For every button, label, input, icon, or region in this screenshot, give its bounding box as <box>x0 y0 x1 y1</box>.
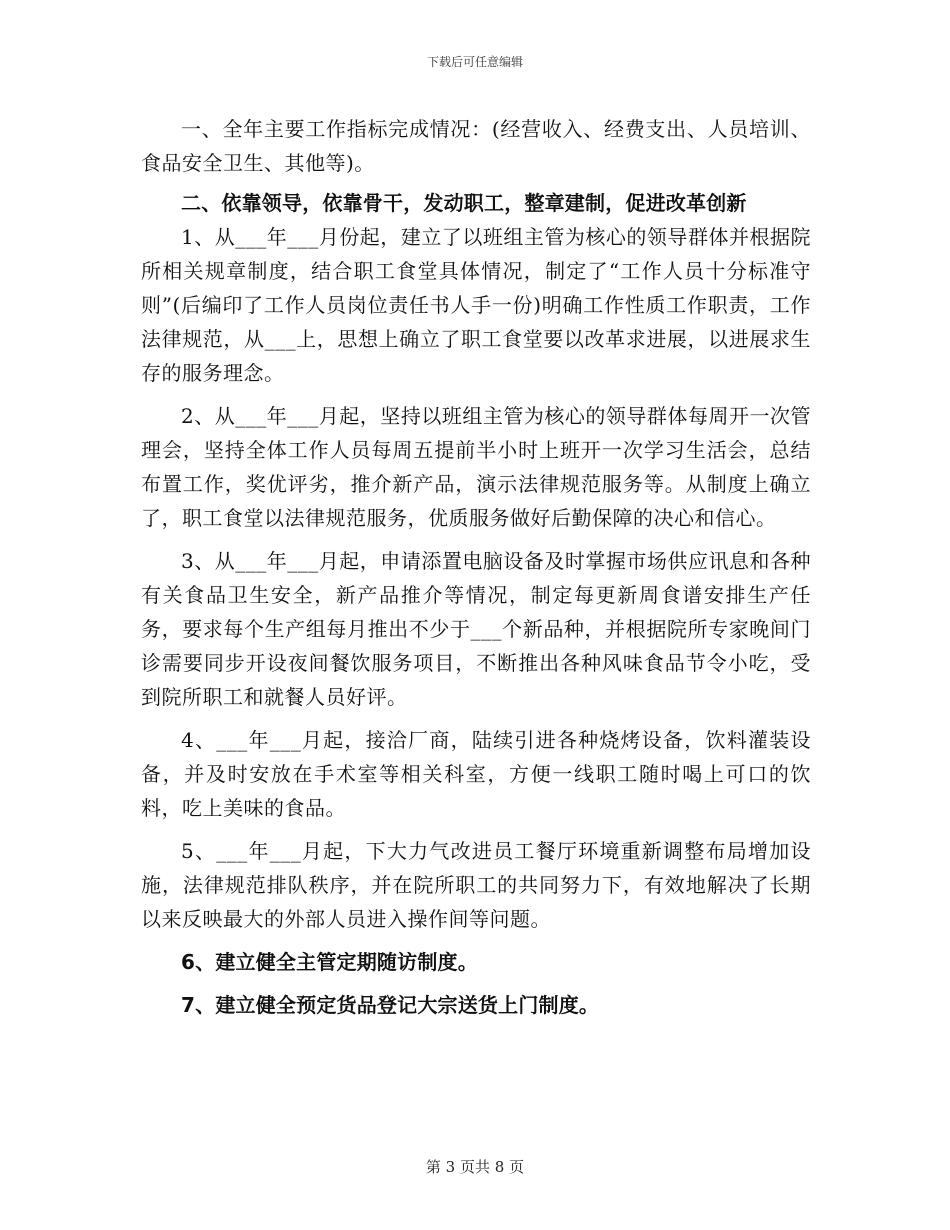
page-header-note: 下载后可任意编辑 <box>426 55 523 69</box>
paragraph-item-4: 4、___年___月起，接洽厂商，陆续引进各种烧烤设备，饮料灌装设备，并及时安放在手术室等相关科室，方便一线职工随时喝上可口的饮料，吃上美味的食品。 <box>141 728 811 820</box>
paragraph-item-6: 6、建立健全主管定期随访制度。 <box>181 950 478 974</box>
paragraph-item-5: 5、___年___月起，下大力气改进员工餐厅环境重新调整布局增加设施，法律规范排队秩序，并在院所职工的共同努力下，有效地解决了长期以来反映最大的外部人员进入操作间等问题。 <box>141 839 811 931</box>
paragraph-indicators: 一、全年主要工作指标完成情况：(经营收入、经费支出、人员培训、食品安全卫生、其他等)。 <box>141 117 811 175</box>
paragraph-item-7: 7、建立健全预定货品登记大宗送货上门制度。 <box>181 993 600 1017</box>
page-number: 第 3 页共 8 页 <box>425 1158 525 1176</box>
section-heading-reform: 二、依靠领导，依靠骨干，发动职工，整章建制，促进改革创新 <box>181 191 747 215</box>
paragraph-item-3: 3、从___年___月起，申请添置电脑设备及时掌握市场供应讯息和各种有关食品卫生安全，新产品推介等情况，制定每更新周食谱安排生产任务，要求每个生产组每月推出不少于___个新品种，并根据院所专家晚间门诊需要同步开设夜间餐饮服务项目，不断推出各种风味食品节令小吃，受到院所职工和就餐人员好评。 <box>141 549 811 709</box>
document-body <box>141 112 811 1022</box>
paragraph-item-2: 2、从___年___月起，坚持以班组主管为核心的领导群体每周开一次管理会，坚持全体工作人员每周五提前半小时上班开一次学习生活会，总结布置工作，奖优评劣，推介新产品，演示法律规范服务等。从制度上确立了，职工食堂以法律规范服务，优质服务做好后勤保障的决心和信心。 <box>141 404 811 530</box>
paragraph-item-1: 1、从___年___月份起，建立了以班组主管为核心的领导群体并根据院所相关规章制度，结合职工食堂具体情况，制定了“工作人员十分标准守则”(后编印了工作人员岗位责任书人手一份)明确工作性质工作职责，工作法律规范，从___上，思想上确立了职工食堂要以改革求进展，以进展求生存的服务理念。 <box>141 225 811 385</box>
